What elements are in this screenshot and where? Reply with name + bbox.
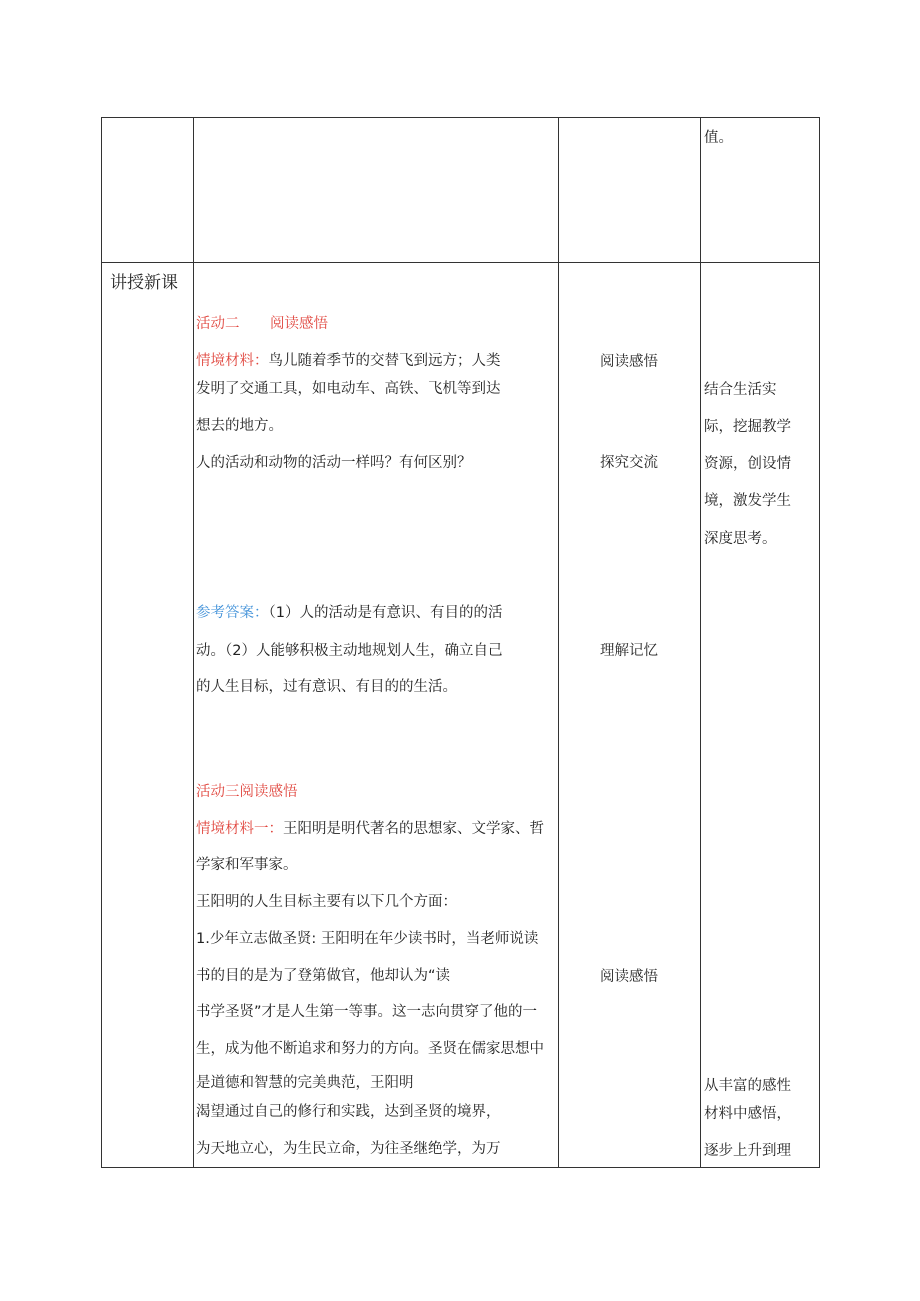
activity2-subtitle: 阅读感悟 (270, 316, 328, 332)
material-label: 情境材料一： (196, 821, 283, 837)
answer-label: 参考答案： (196, 605, 269, 621)
row1-intent-text: 值。 (704, 130, 733, 146)
activity3-paragraph-line6: 渴望通过自己的修行和实践，达到圣贤的境界， (196, 1104, 501, 1120)
table-border-left (101, 117, 102, 1168)
intent-line: 从丰富的感性 (704, 1078, 791, 1094)
activity3-paragraph-line1: 1.少年立志做圣贤: 王阳明在年少读书时，当老师说读 (196, 931, 539, 947)
row-divider (101, 262, 820, 263)
student-activity-4: 阅读感悟 (600, 969, 658, 985)
intent-line: 深度思考。 (704, 531, 777, 547)
activity2-material-line3: 想去的地方。 (196, 418, 283, 434)
material-text: 鸟儿随着季节的交替飞到远方；人类 (268, 353, 501, 369)
activity2-answer-line3: 的人生目标，过有意识、有目的的生活。 (196, 679, 457, 695)
column-divider-2 (558, 117, 559, 1168)
intent-line: 材料中感悟， (704, 1106, 791, 1122)
table-border-top (101, 117, 820, 118)
student-activity-2: 探究交流 (600, 455, 658, 471)
table-border-bottom (101, 1167, 820, 1168)
table-border-right (819, 117, 820, 1168)
student-activity-3: 理解记忆 (600, 643, 658, 659)
activity2-material-line2: 发明了交通工具，如电动车、高铁、飞机等到达 (196, 381, 501, 397)
intent-line: 境，激发学生 (704, 493, 791, 509)
activity3-paragraph-line4: 生，成为他不断追求和努力的方向。圣贤在儒家思想中 (196, 1041, 544, 1057)
activity3-material (196, 819, 544, 839)
activity2-title: 活动二 (196, 316, 240, 332)
activity3-title: 活动三阅读感悟 (196, 784, 298, 800)
activity2-question: 人的活动和动物的活动一样吗？有何区别？ (196, 455, 472, 471)
section-label: 讲授新课 (110, 273, 178, 293)
column-divider-1 (193, 117, 194, 1168)
material-text: 王阳明是明代著名的思想家、文学家、哲 (283, 821, 544, 837)
activity3-intro: 王阳明的人生目标主要有以下几个方面： (196, 894, 457, 910)
activity2-material (196, 351, 501, 371)
student-activity-1: 阅读感悟 (600, 354, 658, 370)
intent-line: 结合生活实 (704, 382, 777, 398)
activity3-paragraph-line7: 为天地立心，为生民立命，为往圣继绝学，为万 (196, 1141, 501, 1157)
activity3-material-line2: 学家和军事家。 (196, 857, 298, 873)
intent-line: 资源，创设情 (704, 456, 791, 472)
activity3-paragraph-line2: 书的目的是为了登第做官，他却认为“读 (196, 968, 451, 984)
activity3-paragraph-line3: 书学圣贤”才是人生第一等事。这一志向贯穿了他的一 (196, 1004, 538, 1020)
activity2-answer-line2: 动。（2）人能够积极主动地规划人生，确立自己 (196, 643, 503, 659)
activity3-paragraph-line5: 是道德和智慧的完美典范，王阳明 (196, 1075, 414, 1091)
answer-text: （1）人的活动是有意识、有目的的活 (268, 605, 503, 621)
activity2-answer (196, 603, 502, 623)
intent-line: 际，挖掘教学 (704, 419, 791, 435)
column-divider-3 (700, 117, 701, 1168)
intent-line: 逐步上升到理 (704, 1143, 791, 1159)
material-label: 情境材料： (196, 353, 269, 369)
